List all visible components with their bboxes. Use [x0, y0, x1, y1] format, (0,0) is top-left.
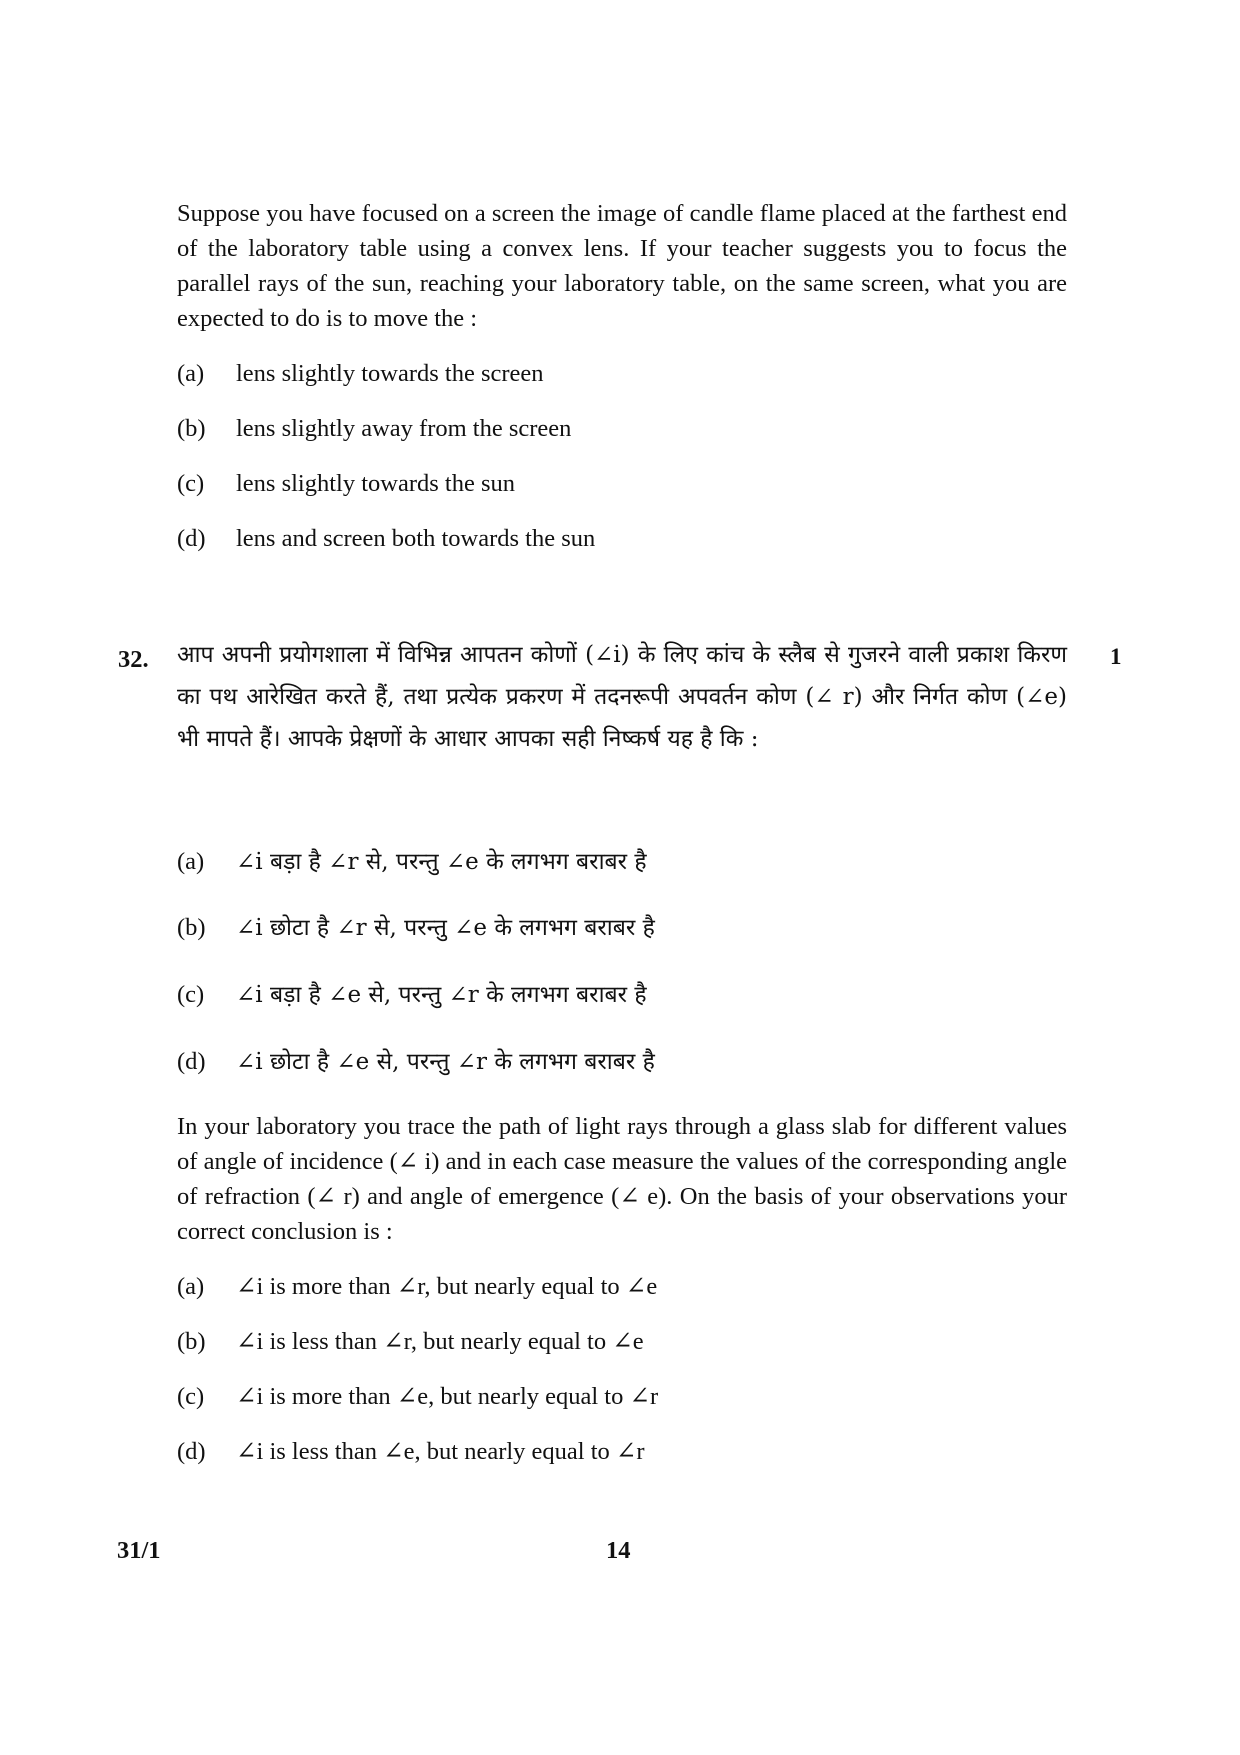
option-text: ∠i छोटा है ∠e से, परन्तु ∠r के लगभग बराबर है: [236, 1049, 655, 1075]
previous-option-c: [177, 467, 1057, 501]
hindi-option-b: [177, 911, 1057, 945]
question-hindi-text: आप अपनी प्रयोगशाला में विभिन्न आपतन कोणों (∠i) के लिए कांच के स्लैब से गुजरने वाली प्रकाश किरण का पथ आरेखित करते हैं, तथा प्रत्येक प्रकरण में तदनरूपी अपवर्तन कोण (∠ r) और निर्गत कोण (∠e) भी मापते हैं। आपके प्रेक्षणों के आधार आपका सही निष्कर्ष यह है कि :: [177, 642, 1067, 752]
hindi-option-a: [177, 845, 1057, 879]
option-label: (c): [177, 470, 205, 497]
option-text: ∠i is less than ∠r, but nearly equal to ∠e: [236, 1328, 644, 1355]
option-text: ∠i बड़ा है ∠r से, परन्तु ∠e के लगभग बराबर है: [236, 849, 647, 875]
option-label: (d): [177, 1438, 206, 1465]
english-option-a: [177, 1270, 1057, 1304]
page-number: 14: [606, 1537, 631, 1564]
paper-code: 31/1: [117, 1537, 161, 1564]
option-label: (a): [177, 848, 205, 875]
option-label: (b): [177, 415, 206, 442]
option-label: (c): [177, 1383, 205, 1410]
option-text: lens and screen both towards the sun: [236, 525, 596, 552]
hindi-option-c: [177, 978, 1057, 1012]
previous-option-b: [177, 412, 1057, 446]
option-label: (c): [177, 981, 205, 1008]
previous-option-d: [177, 522, 1057, 556]
option-text: lens slightly away from the screen: [236, 415, 572, 442]
option-text: ∠i is more than ∠r, but nearly equal to ∠e: [236, 1273, 658, 1300]
english-option-b: [177, 1325, 1057, 1359]
option-text: ∠i छोटा है ∠r से, परन्तु ∠e के लगभग बराबर है: [236, 915, 655, 941]
question-number: 32.: [118, 646, 149, 673]
previous-option-a: [177, 357, 1057, 391]
hindi-option-d: [177, 1045, 1057, 1079]
option-text: ∠i is less than ∠e, but nearly equal to ∠r: [236, 1438, 645, 1465]
option-label: (b): [177, 1328, 206, 1355]
option-text: ∠i is more than ∠e, but nearly equal to ∠r: [236, 1383, 659, 1410]
previous-question-text: Suppose you have focused on a screen the image of candle flame placed at the farthest end of the laboratory table using a convex lens. If your teacher suggests you to focus the parallel rays of the sun, reaching your laboratory table, on the same screen, what you are expected to do is to move the :: [177, 200, 1067, 332]
english-option-d: [177, 1435, 1057, 1469]
option-text: lens slightly towards the screen: [236, 360, 544, 387]
option-text: lens slightly towards the sun: [236, 470, 516, 497]
question-english-text: In your laboratory you trace the path of light rays through a glass slab for different values of angle of incidence (∠ i) and in each case measure the values of the corresponding angle of refraction (∠ r) and angle of emergence (∠ e). On the basis of your observations your correct conclusion is :: [177, 1113, 1067, 1245]
question-marks: 1: [1110, 644, 1122, 669]
option-label: (a): [177, 1273, 205, 1300]
option-label: (a): [177, 360, 205, 387]
option-label: (d): [177, 1048, 206, 1075]
english-option-c: [177, 1380, 1057, 1414]
option-text: ∠i बड़ा है ∠e से, परन्तु ∠r के लगभग बराबर है: [236, 982, 647, 1008]
option-label: (d): [177, 525, 206, 552]
option-label: (b): [177, 914, 206, 941]
